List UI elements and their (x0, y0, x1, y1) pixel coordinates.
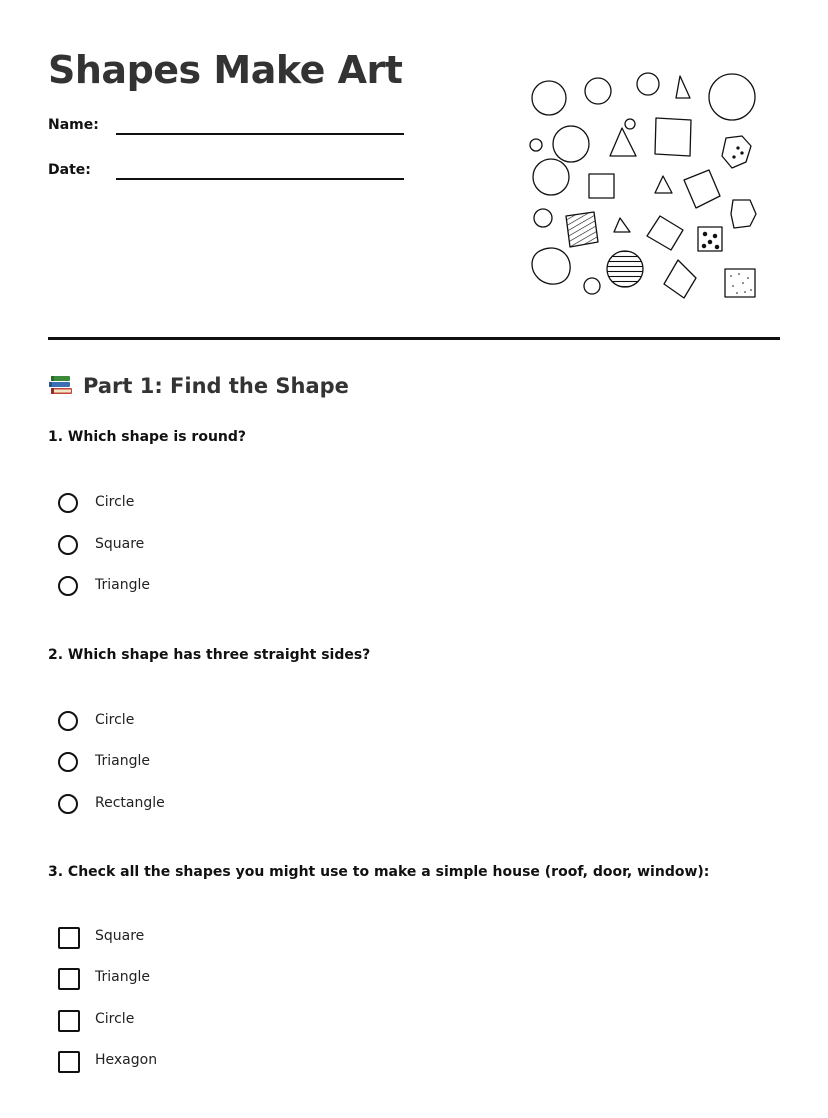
option-label: Square (95, 536, 145, 552)
art-circle (709, 74, 755, 120)
art-circle (625, 119, 635, 129)
art-square (589, 174, 614, 198)
art-circle (553, 126, 589, 162)
option-label: Rectangle (95, 795, 165, 811)
option-label: Circle (95, 494, 135, 510)
art-circle (532, 81, 566, 115)
section-divider (48, 337, 780, 340)
radio-button[interactable] (58, 711, 78, 731)
option-label: Square (95, 928, 145, 944)
art-triangle (614, 218, 630, 232)
art-circle (584, 278, 600, 294)
art-circle (533, 159, 569, 195)
art-hexagon (722, 136, 751, 168)
q1-option-triangle[interactable] (58, 576, 358, 602)
date-write-line[interactable] (116, 178, 404, 180)
option-label: Circle (95, 712, 135, 728)
name-label: Name: (48, 117, 99, 133)
q1-option-circle[interactable] (58, 493, 358, 519)
name-field-row (48, 117, 408, 147)
option-label: Circle (95, 1011, 135, 1027)
q1-option-square[interactable] (58, 535, 358, 561)
worksheet-title: Shapes Make Art (48, 48, 403, 92)
art-circle (637, 73, 659, 95)
shapes-collage-illustration (526, 64, 762, 304)
art-circle (585, 78, 611, 104)
part1-heading (48, 374, 349, 398)
art-triangle (610, 128, 636, 156)
option-label: Hexagon (95, 1052, 158, 1068)
checkbox[interactable] (58, 1010, 80, 1032)
option-label: Triangle (95, 969, 150, 985)
art-square (647, 216, 683, 250)
question-1-text: 1. Which shape is round? (48, 429, 247, 445)
radio-button[interactable] (58, 794, 78, 814)
q2-option-circle[interactable] (58, 711, 358, 737)
radio-button[interactable] (58, 576, 78, 596)
q2-option-triangle[interactable] (58, 752, 358, 778)
date-field-row (48, 162, 408, 192)
part1-title: Part 1: Find the Shape (83, 374, 349, 398)
art-hexagon (731, 200, 756, 228)
art-circle (534, 209, 552, 227)
question-3-text: 3. Check all the shapes you might use to make a simple house (roof, door, window): (48, 864, 710, 880)
option-label: Triangle (95, 753, 150, 769)
art-square (684, 170, 720, 208)
date-label: Date: (48, 162, 91, 178)
radio-button[interactable] (58, 752, 78, 772)
art-speckled-square (725, 269, 755, 297)
radio-button[interactable] (58, 535, 78, 555)
checkbox[interactable] (58, 927, 80, 949)
art-striped-square (566, 212, 598, 247)
art-striped-circle (607, 251, 643, 287)
checkbox[interactable] (58, 968, 80, 990)
radio-button[interactable] (58, 493, 78, 513)
q3-option-circle[interactable] (58, 1010, 358, 1036)
checkbox[interactable] (58, 1051, 80, 1073)
name-write-line[interactable] (116, 133, 404, 135)
q3-option-hexagon[interactable] (58, 1051, 358, 1077)
art-triangle (655, 176, 672, 193)
art-blob-circle (532, 248, 570, 284)
q3-option-triangle[interactable] (58, 968, 358, 994)
option-label: Triangle (95, 577, 150, 593)
art-square (655, 118, 691, 156)
art-circle (530, 139, 542, 151)
question-2-text: 2. Which shape has three straight sides? (48, 647, 371, 663)
q2-option-rectangle[interactable] (58, 794, 358, 820)
q3-option-square[interactable] (58, 927, 358, 953)
books-icon (48, 374, 74, 398)
art-triangle (676, 76, 690, 98)
art-square (664, 260, 696, 298)
